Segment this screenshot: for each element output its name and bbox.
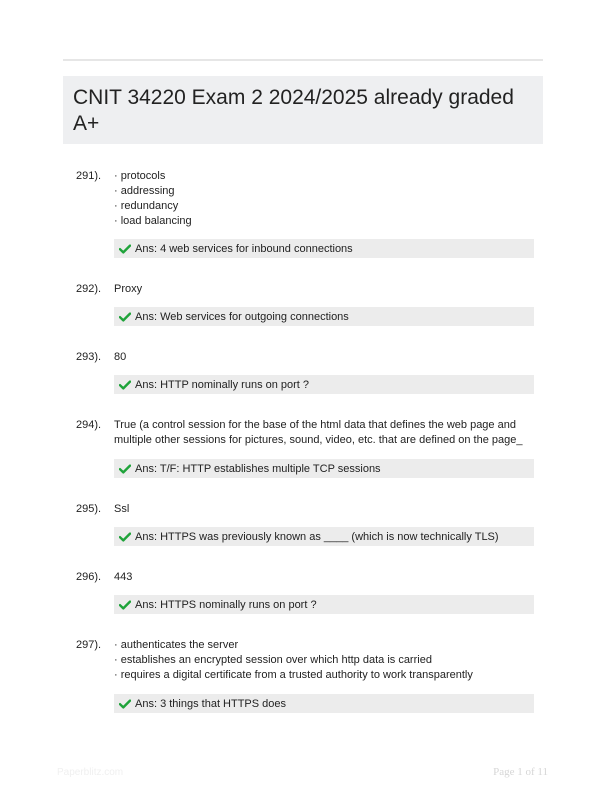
check-icon: [119, 699, 131, 709]
page-title: CNIT 34220 Exam 2 2024/2025 already graded A+: [73, 86, 514, 135]
question-text: [114, 502, 534, 517]
answer-box: [114, 375, 534, 394]
question-item: [63, 169, 543, 259]
question-number: 295).: [76, 503, 102, 515]
answer-text: Ans: HTTP nominally runs on port ?: [135, 378, 310, 391]
check-icon: [119, 532, 131, 542]
top-rule: [63, 59, 543, 61]
question-item: [63, 418, 543, 480]
question-text: [114, 418, 534, 448]
check-icon: [119, 380, 131, 390]
question-line: 443: [114, 571, 133, 583]
question-number: 292).: [76, 283, 102, 295]
check-icon: [119, 600, 131, 610]
answer-box: [114, 239, 534, 258]
footer-watermark: Paperblitz.com: [57, 767, 124, 778]
check-icon: [119, 464, 131, 474]
question-text: [114, 282, 534, 297]
answer-text: Ans: T/F: HTTP establishes multiple TCP sessions: [135, 462, 381, 475]
question-line: multiple other sessions for pictures, sound, video, etc. that are defined on the page_: [114, 434, 523, 446]
answer-text: Ans: Web services for outgoing connections: [135, 310, 349, 323]
answer-box: [114, 595, 534, 614]
question-item: [63, 350, 543, 396]
question-line: · establishes an encrypted session over which http data is carried: [114, 654, 432, 666]
question-number: 297).: [76, 639, 102, 651]
question-number: 291).: [76, 170, 102, 182]
question-item: [63, 638, 543, 714]
question-line: Proxy: [114, 283, 143, 295]
title-box: [63, 76, 543, 144]
question-text: [114, 570, 534, 585]
answer-text: Ans: 3 things that HTTPS does: [135, 697, 287, 710]
question-line: True (a control session for the base of the html data that defines the web page and: [114, 419, 516, 431]
question-line: · load balancing: [114, 215, 192, 227]
question-line: 80: [114, 351, 127, 363]
page-number: Page 1 of 11: [493, 766, 548, 778]
question-text: [114, 169, 534, 229]
answer-text: Ans: 4 web services for inbound connections: [135, 242, 353, 255]
check-icon: [119, 312, 131, 322]
question-text: [114, 638, 534, 683]
answer-box: [114, 527, 534, 546]
answer-box: [114, 459, 534, 478]
question-line: Ssl: [114, 503, 130, 515]
question-item: [63, 502, 543, 548]
answer-box: [114, 694, 534, 713]
check-icon: [119, 244, 131, 254]
question-number: 296).: [76, 571, 102, 583]
answer-box: [114, 307, 534, 326]
question-line: · redundancy: [114, 200, 179, 212]
answer-text: Ans: HTTPS was previously known as ____ (which is now technically TLS): [135, 530, 499, 543]
question-item: [63, 282, 543, 328]
question-number: 293).: [76, 351, 102, 363]
question-line: · addressing: [114, 185, 175, 197]
question-number: 294).: [76, 419, 102, 431]
question-line: · protocols: [114, 170, 166, 182]
question-item: [63, 570, 543, 616]
answer-text: Ans: HTTPS nominally runs on port ?: [135, 598, 317, 611]
question-line: · authenticates the server: [114, 639, 239, 651]
question-text: [114, 350, 534, 365]
question-line: · requires a digital certificate from a trusted authority to work transparently: [114, 669, 473, 681]
